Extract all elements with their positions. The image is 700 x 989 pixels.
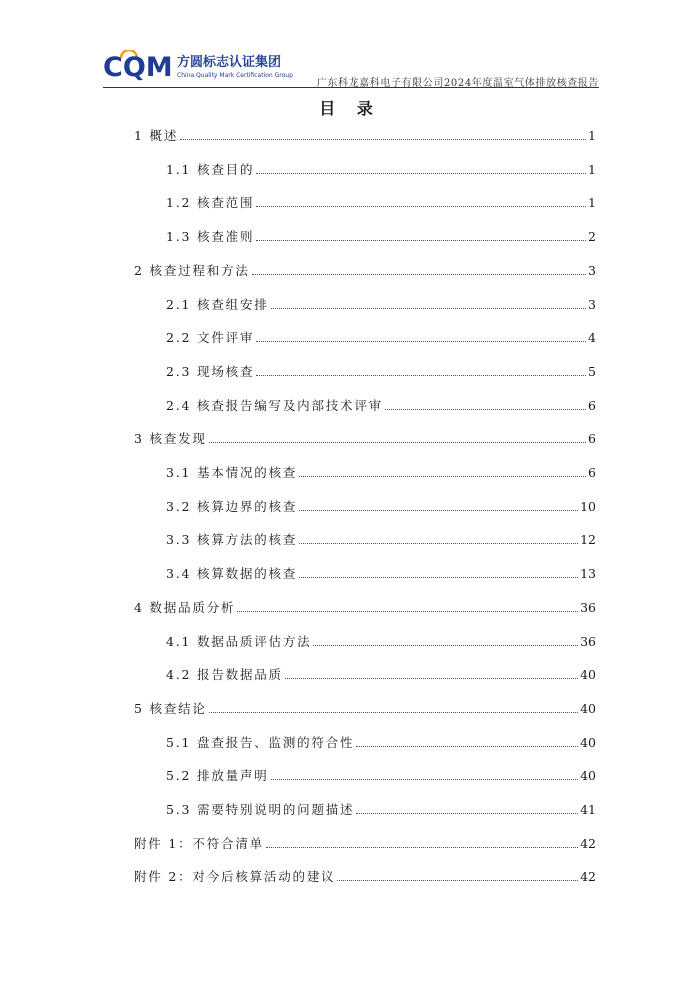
toc-leader-dots	[256, 375, 586, 376]
header-divider	[103, 87, 599, 88]
toc-entry-label: 2.2 文件评审	[166, 330, 255, 346]
toc-entry[interactable]	[166, 193, 596, 213]
toc-leader-dots	[266, 847, 578, 848]
toc-entry-page: 12	[580, 532, 596, 548]
toc-entry[interactable]	[166, 160, 596, 180]
toc-leader-dots	[285, 678, 578, 679]
logo-company-name-en: China Quality Mark Certification Group	[177, 72, 293, 79]
toc-entry-label: 1.1 核查目的	[166, 161, 255, 177]
toc-entry-label: 2.3 现场核查	[166, 363, 255, 379]
toc-entry[interactable]	[134, 429, 596, 449]
page-header	[103, 50, 599, 89]
toc-leader-dots	[256, 240, 586, 241]
toc-entry-label: 5.1 盘查报告、监测的符合性	[166, 734, 355, 750]
toc-entry[interactable]	[166, 632, 596, 652]
toc-entry-label: 3.2 核算边界的核查	[166, 498, 298, 514]
toc-entry-page: 1	[588, 161, 596, 177]
toc-entry-page: 10	[580, 498, 596, 514]
toc-entry[interactable]	[166, 766, 596, 786]
toc-entry-label: 1.3 核查准则	[166, 229, 255, 245]
toc-entry[interactable]	[166, 396, 596, 416]
toc-entry[interactable]	[134, 834, 596, 854]
toc-entry[interactable]	[166, 564, 596, 584]
toc-entry-label: 附件 2：对今后核算活动的建议	[134, 869, 336, 885]
toc-leader-dots	[356, 746, 578, 747]
toc-entry-page: 3	[588, 296, 596, 312]
toc-entry[interactable]	[134, 598, 596, 618]
toc-entry-label: 2 核查过程和方法	[134, 262, 250, 278]
toc-entry[interactable]	[134, 699, 596, 719]
toc-leader-dots	[313, 645, 578, 646]
toc-entry-page: 42	[580, 835, 596, 851]
toc-entry[interactable]	[134, 261, 596, 281]
toc-entry-label: 4.2 报告数据品质	[166, 667, 283, 683]
toc-leader-dots	[299, 476, 586, 477]
toc-entry[interactable]	[166, 733, 596, 753]
toc-leader-dots	[256, 173, 586, 174]
toc-leader-dots	[271, 779, 579, 780]
toc-leader-dots	[299, 510, 578, 511]
toc-leader-dots	[209, 442, 586, 443]
toc-entry-page: 6	[588, 465, 596, 480]
toc-entry-page: 36	[580, 599, 596, 615]
toc-entry-label: 3.3 核算方法的核查	[166, 532, 298, 548]
toc-entry-label: 2.1 核查组安排	[166, 296, 269, 312]
toc-entry[interactable]	[166, 328, 596, 348]
toc-entry-page: 6	[588, 397, 596, 413]
toc-entry-page: 41	[580, 802, 596, 817]
toc-entry-label: 4.1 数据品质评估方法	[166, 633, 312, 649]
toc-entry-label: 1 概述	[134, 128, 179, 143]
toc-leader-dots	[180, 139, 586, 140]
toc-leader-dots	[299, 577, 578, 578]
toc-entry-page: 13	[580, 566, 596, 582]
toc-entry-page: 2	[588, 229, 596, 245]
toc-leader-dots	[252, 274, 586, 275]
toc-entry-page: 40	[580, 734, 596, 750]
toc-entry-page: 42	[580, 869, 596, 885]
toc-entry-page: 5	[588, 363, 596, 379]
toc-title: 目 录	[319, 99, 381, 118]
toc-entry-label: 2.4 核查报告编写及内部技术评审	[166, 397, 383, 413]
toc-entry-label: 5.2 排放量声明	[166, 768, 269, 784]
toc-entry[interactable]	[134, 126, 596, 146]
toc-entry-label: 4 数据品质分析	[134, 599, 236, 615]
toc-entry-page: 1	[588, 128, 596, 143]
toc-entry[interactable]	[166, 530, 596, 550]
report-title: 广东科龙嘉科电子有限公司2024年度温室气体排放核查报告	[316, 78, 599, 89]
toc-entry-page: 1	[588, 195, 596, 211]
toc-entry-page: 40	[580, 667, 596, 683]
toc-entry-page: 6	[588, 431, 596, 447]
toc-leader-dots	[237, 611, 578, 612]
toc-entry-page: 3	[588, 262, 596, 278]
toc-leader-dots	[299, 543, 578, 544]
toc-entry[interactable]	[166, 800, 596, 820]
toc-leader-dots	[385, 409, 586, 410]
toc-leader-dots	[337, 880, 578, 881]
toc-leader-dots	[271, 308, 586, 309]
logo-mark: CQM	[103, 52, 173, 83]
toc-entry[interactable]	[166, 497, 596, 517]
toc-entry-label: 3 核查发现	[134, 431, 207, 447]
cqm-logo	[103, 50, 293, 86]
toc-entry-page: 4	[588, 330, 596, 346]
toc-entry-label: 3.1 基本情况的核查	[166, 465, 298, 480]
toc-entry-label: 5 核查结论	[134, 700, 207, 716]
toc-entry-page: 40	[580, 768, 596, 784]
toc-entry[interactable]	[166, 665, 596, 685]
toc-entry[interactable]	[134, 867, 596, 887]
toc-entry-label: 5.3 需要特别说明的问题描述	[166, 802, 355, 817]
toc-leader-dots	[209, 712, 578, 713]
toc-entry[interactable]	[166, 362, 596, 382]
toc-entry-label: 附件 1：不符合清单	[134, 835, 264, 851]
toc-leader-dots	[356, 813, 578, 814]
toc-entry-label: 3.4 核算数据的核查	[166, 566, 298, 582]
logo-company-name: 方圆标志认证集团	[177, 55, 282, 70]
toc-entry[interactable]	[166, 227, 596, 247]
toc-leader-dots	[256, 341, 586, 342]
toc-entry-label: 1.2 核查范围	[166, 195, 255, 211]
toc-entry[interactable]	[166, 463, 596, 483]
toc-entry-page: 36	[580, 633, 596, 649]
toc-leader-dots	[256, 206, 586, 207]
toc-entry[interactable]	[166, 295, 596, 315]
toc-entry-page: 40	[580, 700, 596, 716]
